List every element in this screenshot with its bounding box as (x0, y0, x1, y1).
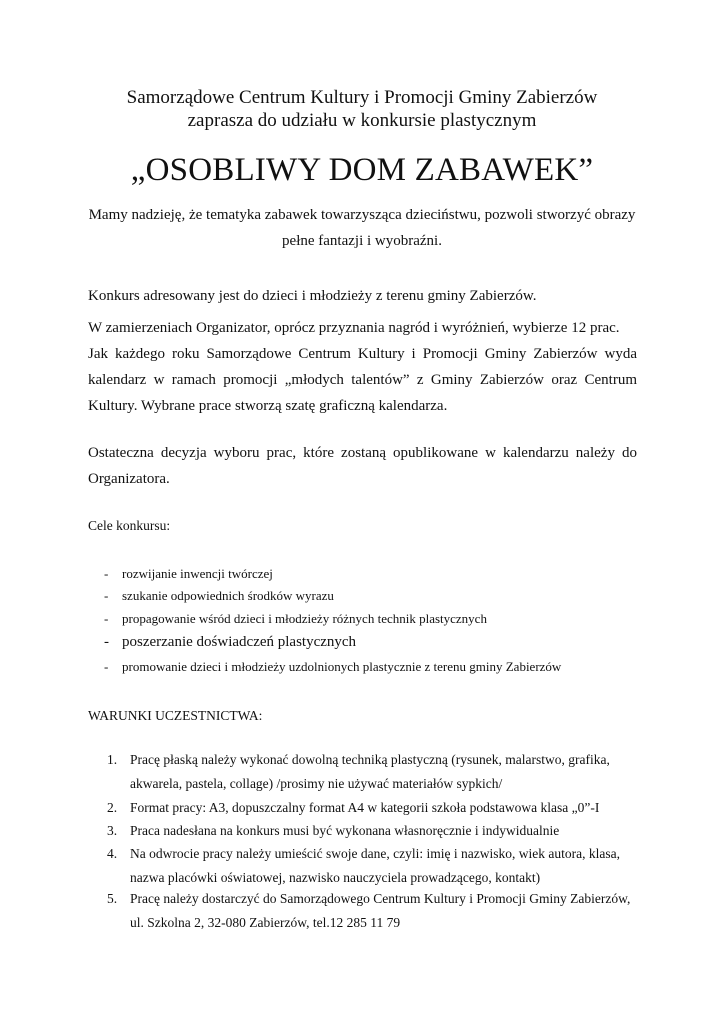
goal-item: - poszerzanie doświadczeń plastycznych (104, 634, 357, 650)
selection-paragraph: W zamierzeniach Organizator, oprócz przyznania nagród i wyróżnień, wybierze 12 prac. (88, 320, 620, 336)
goals-heading: Cele konkursu: (88, 518, 171, 533)
contest-title: „OSOBLIWY DOM ZABAWEK” (130, 152, 594, 188)
goal-item: - szukanie odpowiednich środków wyrazu (104, 588, 334, 603)
goal-item: - rozwijanie inwencji twórczej (104, 566, 273, 581)
goal-item: - promowanie dzieci i młodzieży uzdolnionych plastycznie z terenu gminy Zabierzów (104, 659, 562, 674)
condition-item: 5. Pracę należy dostarczyć do Samorządowego Centrum Kultury i Promocji Gminy Zabierzów, ul. Szkolna 2, 32-080 Zabierzów, tel.12 285 11 79 (107, 891, 631, 930)
header-organizer: Samorządowe Centrum Kultury i Promocji Gminy Zabierzów (126, 87, 598, 108)
goal-item: - propagowanie wśród dzieci i młodzieży różnych technik plastycznych (104, 611, 487, 626)
condition-item: 4. Na odwrocie pracy należy umieścić swoje dane, czyli: imię i nazwisko, wiek autora, klasa, nazwa placówki oświatowej, nazwisko nauczyciela prowadzącego, kontakt) (107, 846, 620, 885)
header-invitation: zaprasza do udziału w konkursie plastycznym (187, 110, 537, 131)
intro-line-2: pełne fantazji i wyobraźni. (282, 233, 442, 249)
conditions-heading: WARUNKI UCZESTNICTWA: (88, 708, 263, 723)
condition-item: 3. Praca nadesłana na konkurs musi być wykonana własnoręcznie i indywidualnie (107, 823, 560, 838)
condition-item: 2. Format pracy: A3, dopuszczalny format A4 w kategorii szkoła podstawowa klasa „0”-I (107, 800, 600, 815)
calendar-paragraph: Jak każdego roku Samorządowe Centrum Kultury i Promocji Gminy Zabierzów wyda kalendarz w ramach promocji „młodych talentów” z Gminy Zabierzów oraz Centrum Kultury. Wybrane prace stworzą szatę graficzną kalendarza. (88, 346, 637, 414)
decision-paragraph: Ostateczna decyzja wyboru prac, które zostaną opublikowane w kalendarzu należy do Organizatora. (88, 445, 637, 487)
audience-paragraph: Konkurs adresowany jest do dzieci i młodzieży z terenu gminy Zabierzów. (88, 288, 537, 304)
condition-item: 1. Pracę płaską należy wykonać dowolną techniką plastyczną (rysunek, malarstwo, grafika, akwarela, pastela, collage) /prosimy nie używać materiałów sypkich/ (107, 752, 610, 791)
intro-line-1: Mamy nadzieję, że tematyka zabawek towarzysząca dzieciństwu, pozwoli stworzyć obrazy (88, 207, 636, 223)
